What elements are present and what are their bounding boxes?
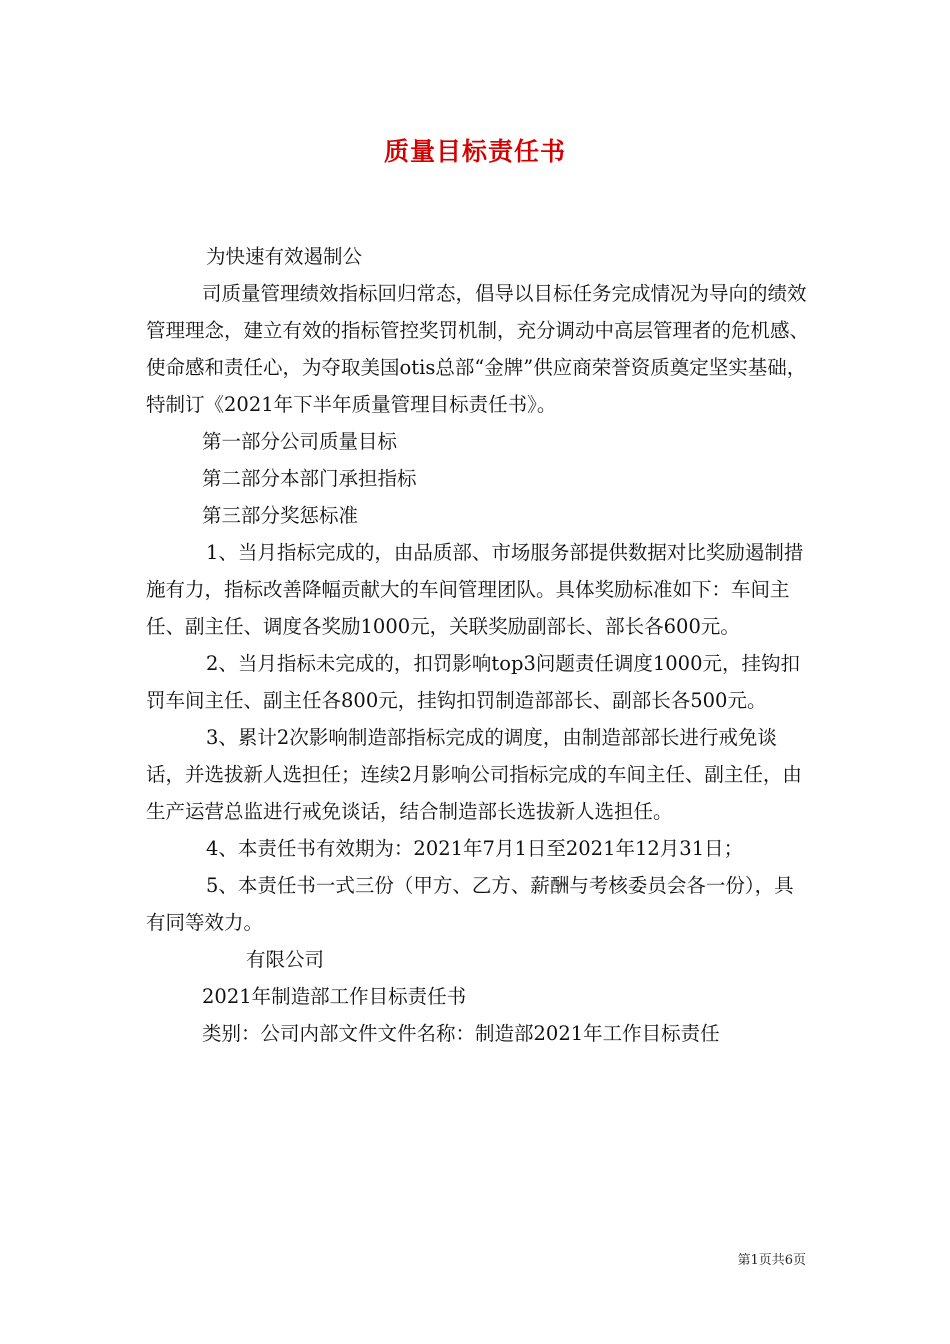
section-heading-2: 第二部分本部门承担指标 — [202, 467, 417, 490]
rule-item-4: 4、本责任书有效期为：2021年7月1日至2021年12月31日； — [206, 837, 744, 860]
company-name: 有限公司 — [246, 948, 325, 971]
rule-item-3: 3、累计2次影响制造部指标完成的调度，由制造部部长进行戒免谈话，并选拔新人选担任；连续2月影响公司指标完成的车间主任、副主任，由生产运营总监进行戒免谈话，结合制造部长选拔新人选担任。 — [146, 726, 802, 823]
document-title: 质量目标责任书 — [383, 137, 566, 166]
rule-item-2: 2、当月指标未完成的，扣罚影响top3问题责任调度1000元，挂钩扣罚车间主任、副主任各800元，挂钩扣罚制造部部长、副部长各500元。 — [146, 652, 800, 712]
intro-paragraph: 司质量管理绩效指标回归常态，倡导以目标任务完成情况为导向的绩效管理理念，建立有效的指标管控奖罚机制，充分调动中高层管理者的危机感、使命感和责任心，为夺取美国otis总部“金牌”供应商荣誉资质奠定坚实基础，特制订《2021年下半年质量管理目标责任书》。 — [146, 282, 810, 416]
section-heading-3: 第三部分奖惩标准 — [202, 504, 359, 527]
rule-item-5: 5、本责任书一式三份（甲方、乙方、薪酬与考核委员会各一份），具有同等效力。 — [146, 874, 794, 934]
category-line: 类别：公司内部文件文件名称：制造部2021年工作目标责任 — [202, 1022, 720, 1045]
section-heading-1: 第一部分公司质量目标 — [202, 430, 398, 453]
intro-first-line: 为快速有效遏制公 — [206, 245, 363, 268]
document-body — [146, 238, 812, 1052]
page-number: 第1页共6页 — [737, 1253, 806, 1268]
rule-item-1: 1、当月指标完成的，由品质部、市场服务部提供数据对比奖励遏制措施有力，指标改善降幅贡献大的车间管理团队。具体奖励标准如下：车间主任、副主任、调度各奖励1000元，关联奖励副部长、部长各600元。 — [146, 541, 804, 638]
next-document-title: 2021年制造部工作目标责任书 — [202, 985, 467, 1008]
